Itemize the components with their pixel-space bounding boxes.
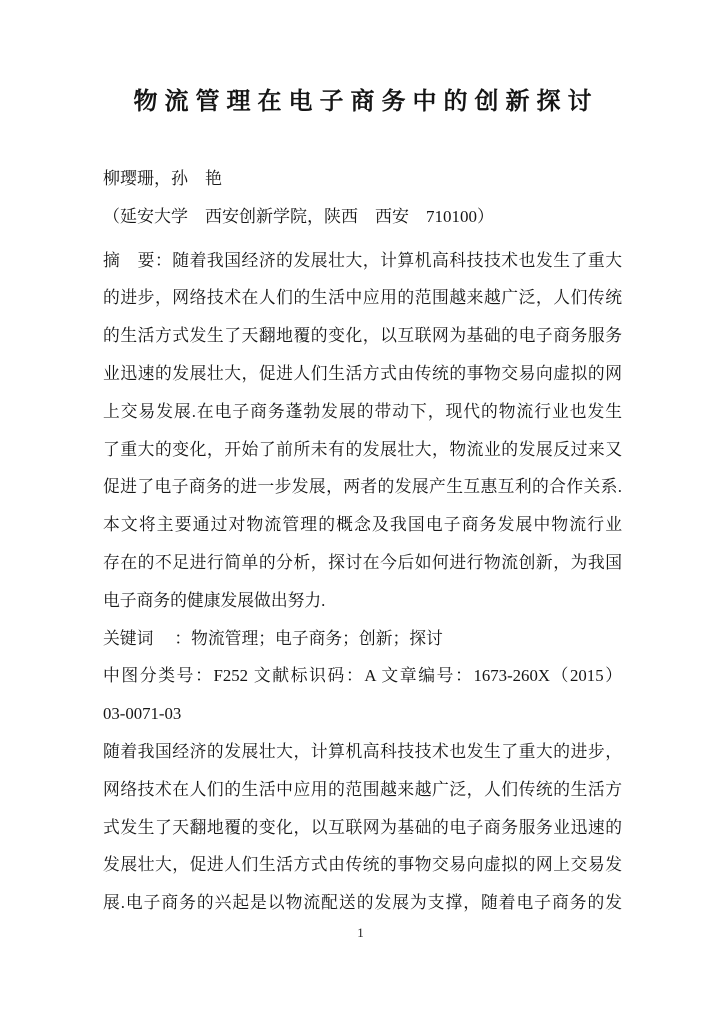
abstract-line: 本文将主要通过对物流管理的概念及我国电子商务发展中物流行业 [103,515,622,535]
abstract-line: 业迅速的发展壮大，促进人们生活方式由传统的事物交易向虚拟的网 [103,363,622,383]
abstract-paragraph [103,242,622,620]
body-line: 发展壮大，促进人们生活方式由传统的事物交易向虚拟的网上交易发 [103,855,622,875]
classification-line: 中图分类号：F252 文献标识码：A 文章编号：1673-260X（2015） [103,666,622,686]
body-paragraph [103,733,622,922]
keywords-line: 关键词 ：物流管理；电子商务；创新；探讨 [103,628,443,648]
abstract-line: 存在的不足进行简单的分析，探讨在今后如何进行物流创新，为我国 [103,552,622,572]
classification-line: 03-0071-03 [103,704,182,724]
body-line: 随着我国经济的发展壮大，计算机高科技技术也发生了重大的进步， [103,741,622,761]
abstract-line: 促进了电子商务的进一步发展，两者的发展产生互惠互利的合作关系. [103,477,622,497]
body-line: 展.电子商务的兴起是以物流配送的发展为支撑，随着电子商务的发 [103,893,622,913]
abstract-line: 上交易发展.在电子商务蓬勃发展的带动下，现代的物流行业也发生 [103,401,622,421]
body-line: 网络技术在人们的生活中应用的范围越来越广泛，人们传统的生活方 [103,779,622,799]
abstract-line: 了重大的变化，开始了前所未有的发展壮大，物流业的发展反过来又 [103,439,622,459]
authors-line: 柳璎珊，孙 艳 [103,169,222,188]
abstract-line: 的生活方式发生了天翻地覆的变化，以互联网为基础的电子商务服务 [103,326,622,346]
abstract-line: 电子商务的健康发展做出努力. [103,590,326,610]
paper-title: 物流管理在电子商务中的创新探讨 [133,89,599,115]
keywords-block [103,620,622,658]
abstract-line: 的进步，网络技术在人们的生活中应用的范围越来越广泛，人们传统 [103,288,622,308]
page-content [103,84,622,922]
body-line: 式发生了天翻地覆的变化，以互联网为基础的电子商务服务业迅速的 [103,817,622,837]
page-number: 1 [357,925,364,940]
affiliation-line: （延安大学 西安创新学院，陕西 西安 710100） [103,206,494,226]
classification-block [103,657,622,733]
abstract-line: 摘 要：随着我国经济的发展壮大，计算机高科技技术也发生了重大 [103,250,622,270]
